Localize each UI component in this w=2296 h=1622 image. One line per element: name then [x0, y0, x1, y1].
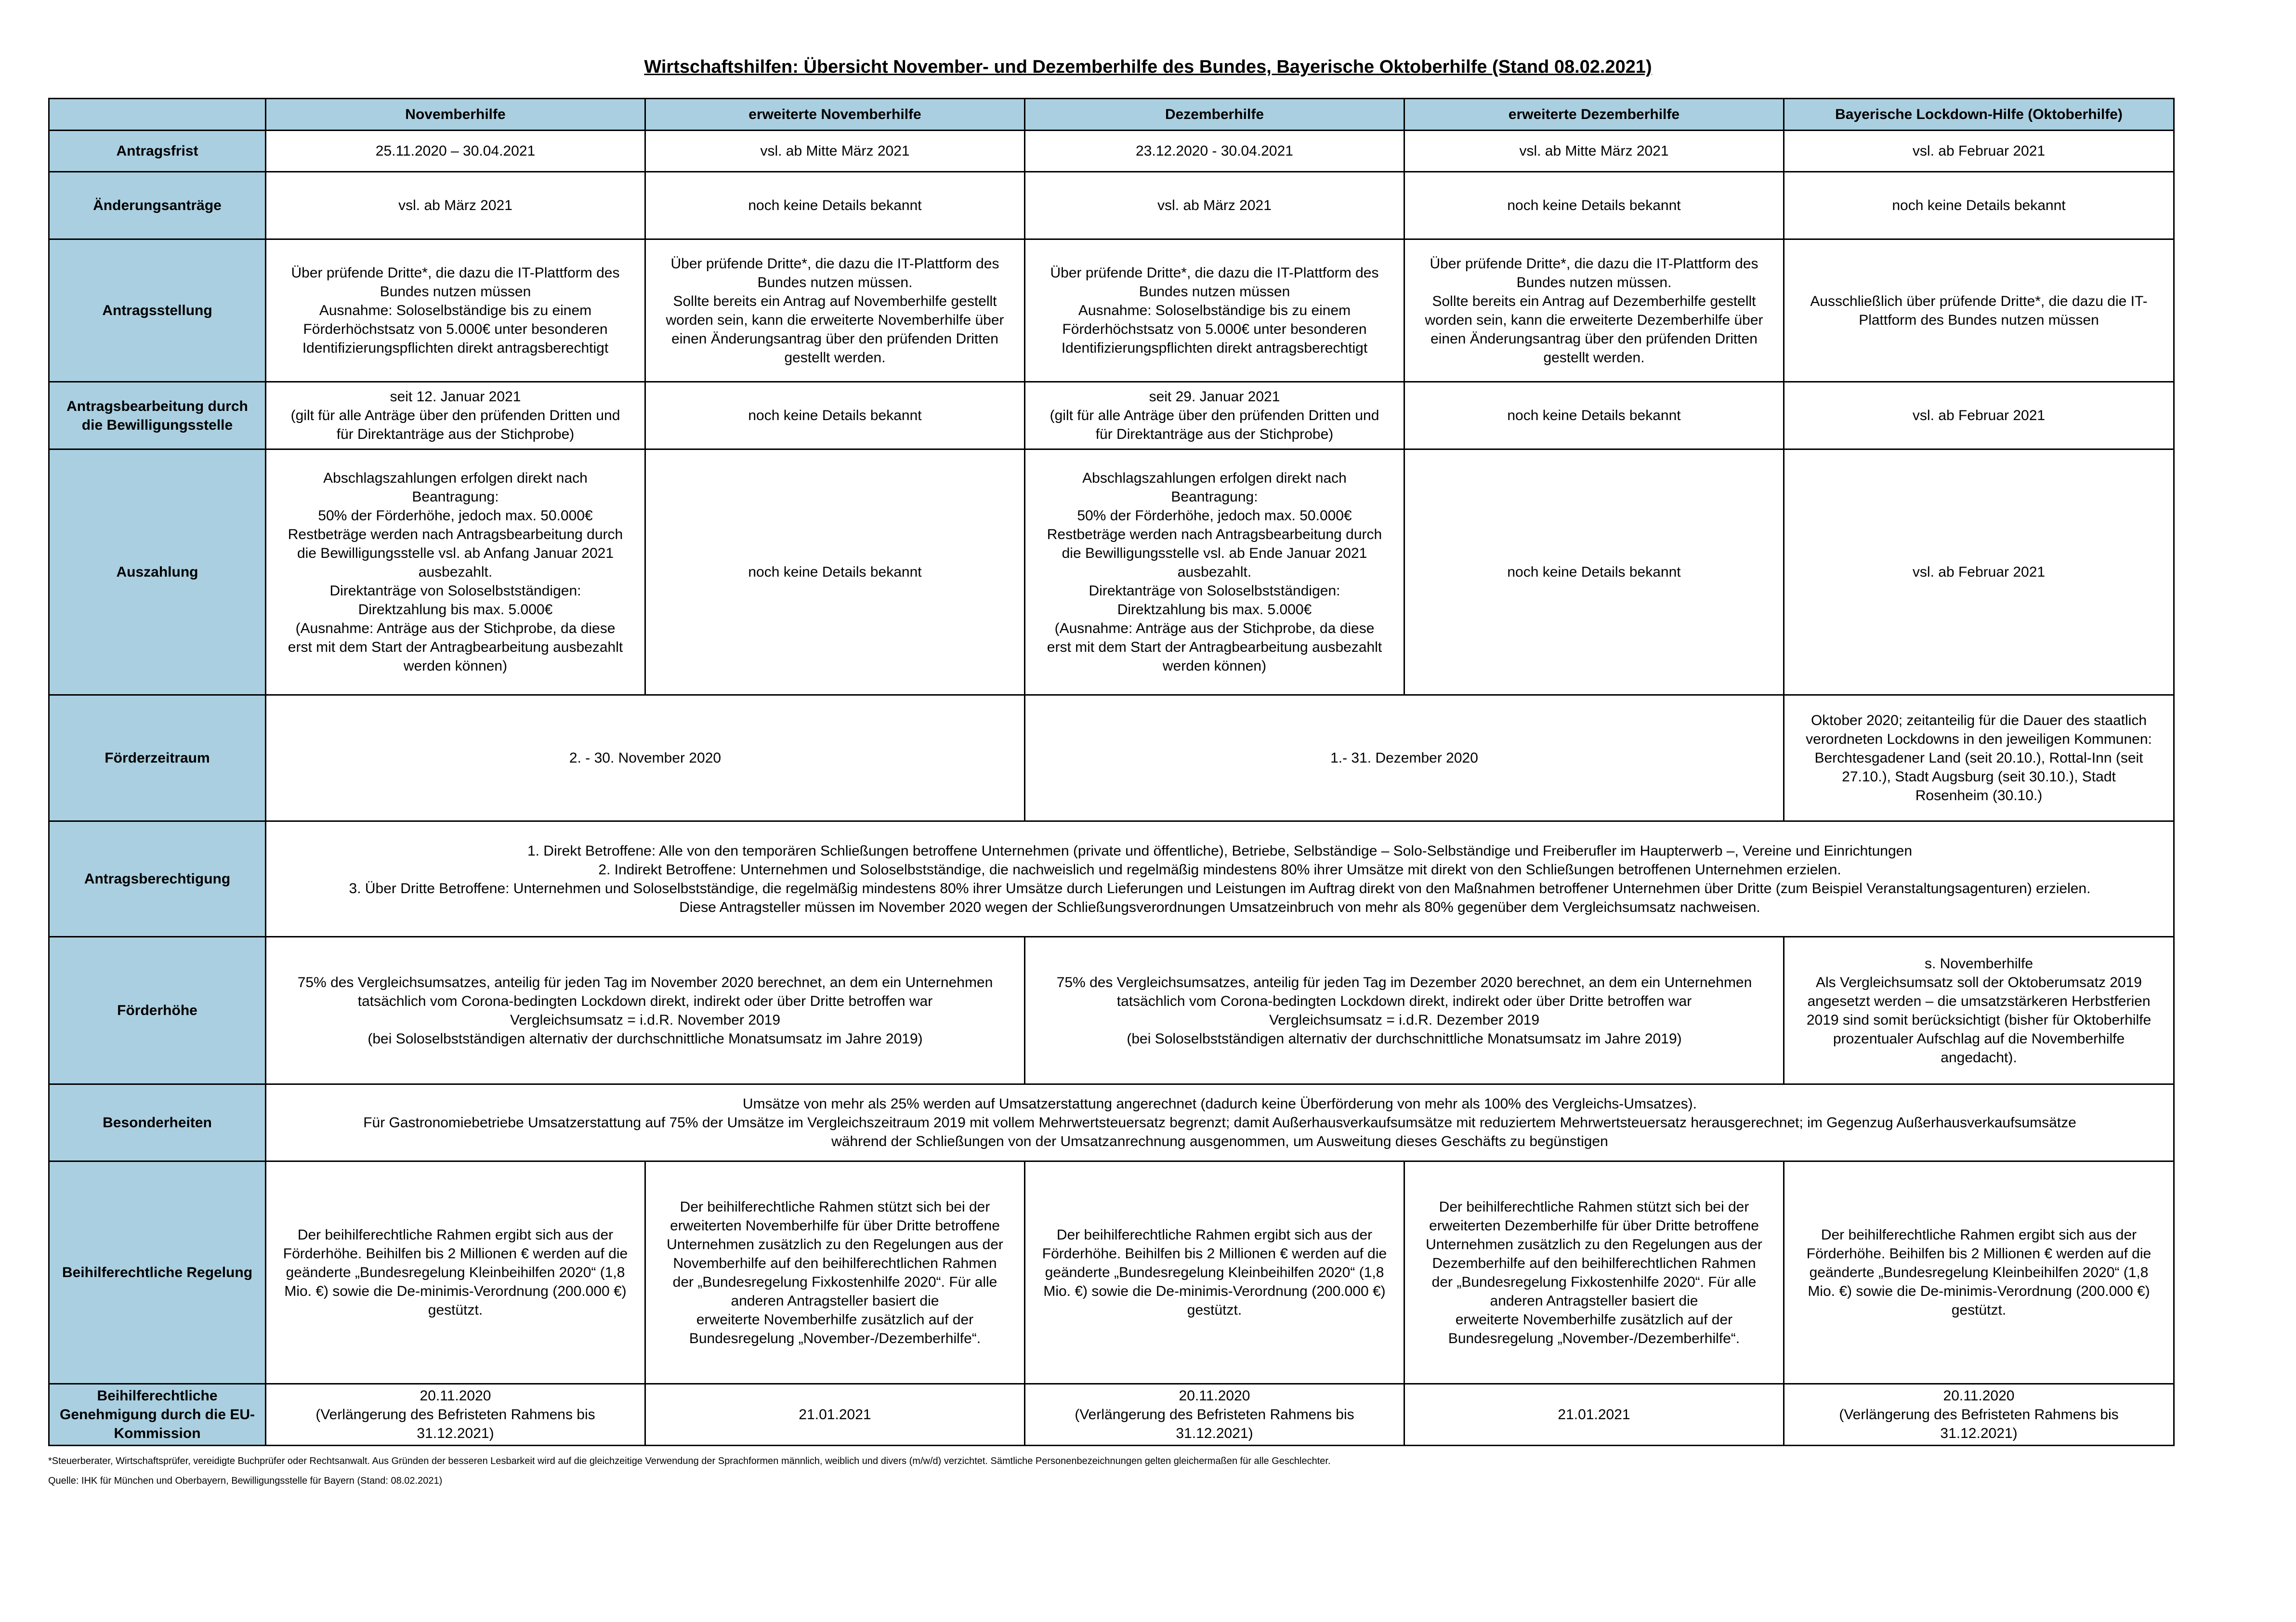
table-cell: vsl. ab Mitte März 2021 [645, 131, 1025, 172]
header-row [49, 99, 2174, 131]
table-cell: Über prüfende Dritte*, die dazu die IT-Plattform des Bundes nutzen müssen. Sollte bereits ein Antrag auf Novemberhilfe gestellt worden sein, kann die erweiterte Novemberhilfe über einen Änderungsantrag über den prüfenden Dritten gestellt werden. [645, 239, 1025, 382]
table-row [49, 937, 2174, 1084]
column-header-erweiterte-novemberhilfe: erweiterte Novemberhilfe [645, 99, 1025, 131]
row-header-eu-genehmigung: Beihilferechtliche Genehmigung durch die EU- Kommission [49, 1384, 266, 1446]
table-cell: vsl. ab Mitte März 2021 [1404, 131, 1784, 172]
footnote: *Steuerberater, Wirtschaftsprüfer, vereidigte Buchprüfer oder Rechtsanwalt. Aus Gründen der besseren Lesbarkeit wird auf die gleichzeitige Verwendung der Sprachformen männlich, weiblich und divers (m/w/d) verzichtet. Sämtliche Personenbezeichnungen gelten gleichermaßen für alle Geschlechter. [48, 1456, 1331, 1466]
table-cell: Der beihilferechtliche Rahmen ergibt sich aus der Förderhöhe. Beihilfen bis 2 Millionen € werden auf die geänderte „Bundesregelung Kleinbeihilfen 2020“ (1,8 Mio. €) sowie die De-minimis-Verordnung (200.000 €) gestützt. [266, 1161, 645, 1384]
table-cell: Ausschließlich über prüfende Dritte*, die dazu die IT- Plattform des Bundes nutzen müssen [1784, 239, 2174, 382]
table-row [49, 172, 2174, 239]
table-cell: vsl. ab März 2021 [266, 172, 645, 239]
table-cell: noch keine Details bekannt [645, 449, 1025, 695]
source-note: Quelle: IHK für München und Oberbayern, Bewilligungsstelle für Bayern (Stand: 08.02.2021) [48, 1476, 443, 1486]
table-cell: noch keine Details bekannt [1404, 449, 1784, 695]
table-cell: Oktober 2020; zeitanteilig für die Dauer des staatlich verordneten Lockdowns in den jeweiligen Kommunen: Berchtesgadener Land (seit 20.10.), Rottal-Inn (seit 27.10.), Stadt Augsburg (seit 30.10.), Stadt Rosenheim (30.10.) [1784, 695, 2174, 821]
table-cell: seit 12. Januar 2021 (gilt für alle Anträge über den prüfenden Dritten und für Direktanträge aus der Stichprobe) [266, 382, 645, 449]
table-cell: vsl. ab März 2021 [1025, 172, 1404, 239]
table-cell: s. Novemberhilfe Als Vergleichsumsatz soll der Oktoberumsatz 2019 angesetzt werden – die umsatzstärkeren Herbstferien 2019 sind somit berücksichtigt (bisher für Oktoberhilfe prozentualer Aufschlag auf die Novemberhilfe angedacht). [1784, 937, 2174, 1084]
table-cell: 21.01.2021 [645, 1384, 1025, 1446]
table-row [49, 1384, 2174, 1446]
table-cell: 75% des Vergleichsumsatzes, anteilig für jeden Tag im November 2020 berechnet, an dem ein Unternehmen tatsächlich vom Corona-bedingten Lockdown direkt, indirekt oder über Dritte betroffen war Vergleichsumsatz = i.d.R. November 2019 (bei Soloselbstständigen alternativ der durchschnittliche Monatsumsatz im Jahre 2019) [266, 937, 1025, 1084]
row-header-foerderhoehe: Förderhöhe [49, 937, 266, 1084]
row-header-antragsfrist: Antragsfrist [49, 131, 266, 172]
table-row [49, 1161, 2174, 1384]
table-cell: Der beihilferechtliche Rahmen ergibt sich aus der Förderhöhe. Beihilfen bis 2 Millionen € werden auf die geänderte „Bundesregelung Kleinbeihilfen 2020“ (1,8 Mio. €) sowie die De-minimis-Verordnung (200.000 €) gestützt. [1025, 1161, 1404, 1384]
table-row [49, 821, 2174, 937]
table-cell: vsl. ab Februar 2021 [1784, 131, 2174, 172]
row-header-antragsbearbeitung: Antragsbearbeitung durch die Bewilligungsstelle [49, 382, 266, 449]
table-row [49, 239, 2174, 382]
column-header-oktoberhilfe: Bayerische Lockdown-Hilfe (Oktoberhilfe) [1784, 99, 2174, 131]
table-cell: Der beihilferechtliche Rahmen ergibt sich aus der Förderhöhe. Beihilfen bis 2 Millionen € werden auf die geänderte „Bundesregelung Kleinbeihilfen 2020“ (1,8 Mio. €) sowie die De-minimis-Verordnung (200.000 €) gestützt. [1784, 1161, 2174, 1384]
table-cell: Abschlagszahlungen erfolgen direkt nach Beantragung: 50% der Förderhöhe, jedoch max. 50.000€ Restbeträge werden nach Antragsbearbeitung durch die Bewilligungsstelle vsl. ab Ende Januar 2021 ausbezahlt. Direktanträge von Soloselbstständigen: Direktzahlung bis max. 5.000€ (Ausnahme: Anträge aus der Stichprobe, da diese erst mit dem Start der Antragbearbeitung ausbezahlt werden können) [1025, 449, 1404, 695]
table-cell: seit 29. Januar 2021 (gilt für alle Anträge über den prüfenden Dritten und für Direktanträge aus der Stichprobe) [1025, 382, 1404, 449]
header-corner [49, 99, 266, 131]
table-cell: Abschlagszahlungen erfolgen direkt nach Beantragung: 50% der Förderhöhe, jedoch max. 50.000€ Restbeträge werden nach Antragsbearbeitung durch die Bewilligungsstelle vsl. ab Anfang Januar 2021 ausbezahlt. Direktanträge von Soloselbstständigen: Direktzahlung bis max. 5.000€ (Ausnahme: Anträge aus der Stichprobe, da diese erst mit dem Start der Antragbearbeitung ausbezahlt werden können) [266, 449, 645, 695]
table-cell: noch keine Details bekannt [1784, 172, 2174, 239]
table-cell: 75% des Vergleichsumsatzes, anteilig für jeden Tag im Dezember 2020 berechnet, an dem ein Unternehmen tatsächlich vom Corona-bedingten Lockdown direkt, indirekt oder über Dritte betroffen war Vergleichsumsatz = i.d.R. Dezember 2019 (bei Soloselbstständigen alternativ der durchschnittliche Monatsumsatz im Jahre 2019) [1025, 937, 1784, 1084]
table-cell: Über prüfende Dritte*, die dazu die IT-Plattform des Bundes nutzen müssen Ausnahme: Soloselbständige bis zu einem Förderhöchstsatz von 5.000€ unter besonderen Identifizierungspflichten direkt antragsberechtigt [1025, 239, 1404, 382]
row-header-foerderzeitraum: Förderzeitraum [49, 695, 266, 821]
table-cell: 1. Direkt Betroffene: Alle von den temporären Schließungen betroffene Unternehmen (private und öffentliche), Betriebe, Selbständige – Solo-Selbständige und Freiberufler im Haupterwerb –, Vereine und Einrichtungen 2. Indirekt Betroffene: Unternehmen und Soloselbstständige, die nachweislich und regelmäßig mindestens 80% ihrer Umsätze mit direkt von den Schließungen betroffenen Unternehmen erzielen. 3. Über Dritte Betroffene: Unternehmen und Soloselbstständige, die regelmäßig mindestens 80% ihrer Umsätze durch Lieferungen und Leistungen im Auftrag direkt von den Maßnahmen betroffener Unternehmen über Dritte (zum Beispiel Veranstaltungsagenturen) erzielen. Diese Antragsteller müssen im November 2020 wegen der Schließungsverordnungen Umsatzeinbruch von mehr als 80% gegenüber dem Vergleichsumsatz nachweisen. [266, 821, 2174, 937]
row-header-antragsstellung: Antragsstellung [49, 239, 266, 382]
row-header-aenderungsantraege: Änderungsanträge [49, 172, 266, 239]
table-cell: 21.01.2021 [1404, 1384, 1784, 1446]
table-cell: noch keine Details bekannt [1404, 382, 1784, 449]
table-cell: 2. - 30. November 2020 [266, 695, 1025, 821]
column-header-dezemberhilfe: Dezemberhilfe [1025, 99, 1404, 131]
column-header-novemberhilfe: Novemberhilfe [266, 99, 645, 131]
table-cell: 1.- 31. Dezember 2020 [1025, 695, 1784, 821]
row-header-besonderheiten: Besonderheiten [49, 1084, 266, 1161]
table-cell: 20.11.2020 (Verlängerung des Befristeten Rahmens bis 31.12.2021) [1784, 1384, 2174, 1446]
table-cell: vsl. ab Februar 2021 [1784, 382, 2174, 449]
table-cell: 20.11.2020 (Verlängerung des Befristeten Rahmens bis 31.12.2021) [1025, 1384, 1404, 1446]
table-row [49, 1084, 2174, 1161]
overview-table [48, 98, 2175, 1446]
table-cell: 23.12.2020 - 30.04.2021 [1025, 131, 1404, 172]
table-cell: noch keine Details bekannt [1404, 172, 1784, 239]
table-cell: 20.11.2020 (Verlängerung des Befristeten Rahmens bis 31.12.2021) [266, 1384, 645, 1446]
table-cell: noch keine Details bekannt [645, 172, 1025, 239]
table-cell: Über prüfende Dritte*, die dazu die IT-Plattform des Bundes nutzen müssen. Sollte bereits ein Antrag auf Dezemberhilfe gestellt worden sein, kann die erweiterte Dezemberhilfe über einen Änderungsantrag über den prüfenden Dritten gestellt werden. [1404, 239, 1784, 382]
table-row [49, 695, 2174, 821]
table-cell: 25.11.2020 – 30.04.2021 [266, 131, 645, 172]
row-header-auszahlung: Auszahlung [49, 449, 266, 695]
column-header-erweiterte-dezemberhilfe: erweiterte Dezemberhilfe [1404, 99, 1784, 131]
page-title: Wirtschaftshilfen: Übersicht November- und Dezemberhilfe des Bundes, Bayerische Oktoberhilfe (Stand 08.02.2021) [644, 57, 1652, 77]
table-cell: vsl. ab Februar 2021 [1784, 449, 2174, 695]
table-cell: Über prüfende Dritte*, die dazu die IT-Plattform des Bundes nutzen müssen Ausnahme: Soloselbständige bis zu einem Förderhöchstsatz von 5.000€ unter besonderen Identifizierungspflichten direkt antragsberechtigt [266, 239, 645, 382]
table-cell: noch keine Details bekannt [645, 382, 1025, 449]
table-row [49, 382, 2174, 449]
table-cell: Der beihilferechtliche Rahmen stützt sich bei der erweiterten Novemberhilfe für über Dritte betroffene Unternehmen zusätzlich zu den Regelungen aus der Novemberhilfe auf den beihilferechtlichen Rahmen der „Bundesregelung Fixkostenhilfe 2020“. Für alle anderen Antragsteller basiert die erweiterte Novemberhilfe zusätzlich auf der Bundesregelung „November-/Dezemberhilfe“. [645, 1161, 1025, 1384]
table-row [49, 131, 2174, 172]
row-header-antragsberechtigung: Antragsberechtigung [49, 821, 266, 937]
row-header-beihilferechtliche-regelung: Beihilferechtliche Regelung [49, 1161, 266, 1384]
table-cell: Der beihilferechtliche Rahmen stützt sich bei der erweiterten Dezemberhilfe für über Dritte betroffene Unternehmen zusätzlich zu den Regelungen aus der Dezemberhilfe auf den beihilferechtlichen Rahmen der „Bundesregelung Fixkostenhilfe 2020“. Für alle anderen Antragsteller basiert die erweiterte Novemberhilfe zusätzlich auf der Bundesregelung „November-/Dezemberhilfe“. [1404, 1161, 1784, 1384]
table-row [49, 449, 2174, 695]
table-cell: Umsätze von mehr als 25% werden auf Umsatzerstattung angerechnet (dadurch keine Überförderung von mehr als 100% des Vergleichs-Umsatzes). Für Gastronomiebetriebe Umsatzerstattung auf 75% der Umsätze im Vergleichszeitraum 2019 mit vollem Mehrwertsteuersatz begrenzt; damit Außerhausverkaufsumsätze mit reduziertem Mehrwertsteuersatz herausgerechnet; im Gegenzug Außerhausverkaufsumsätze während der Schließungen von der Umsatzanrechnung ausgenommen, um Ausweitung dieses Geschäfts zu begünstigen [266, 1084, 2174, 1161]
